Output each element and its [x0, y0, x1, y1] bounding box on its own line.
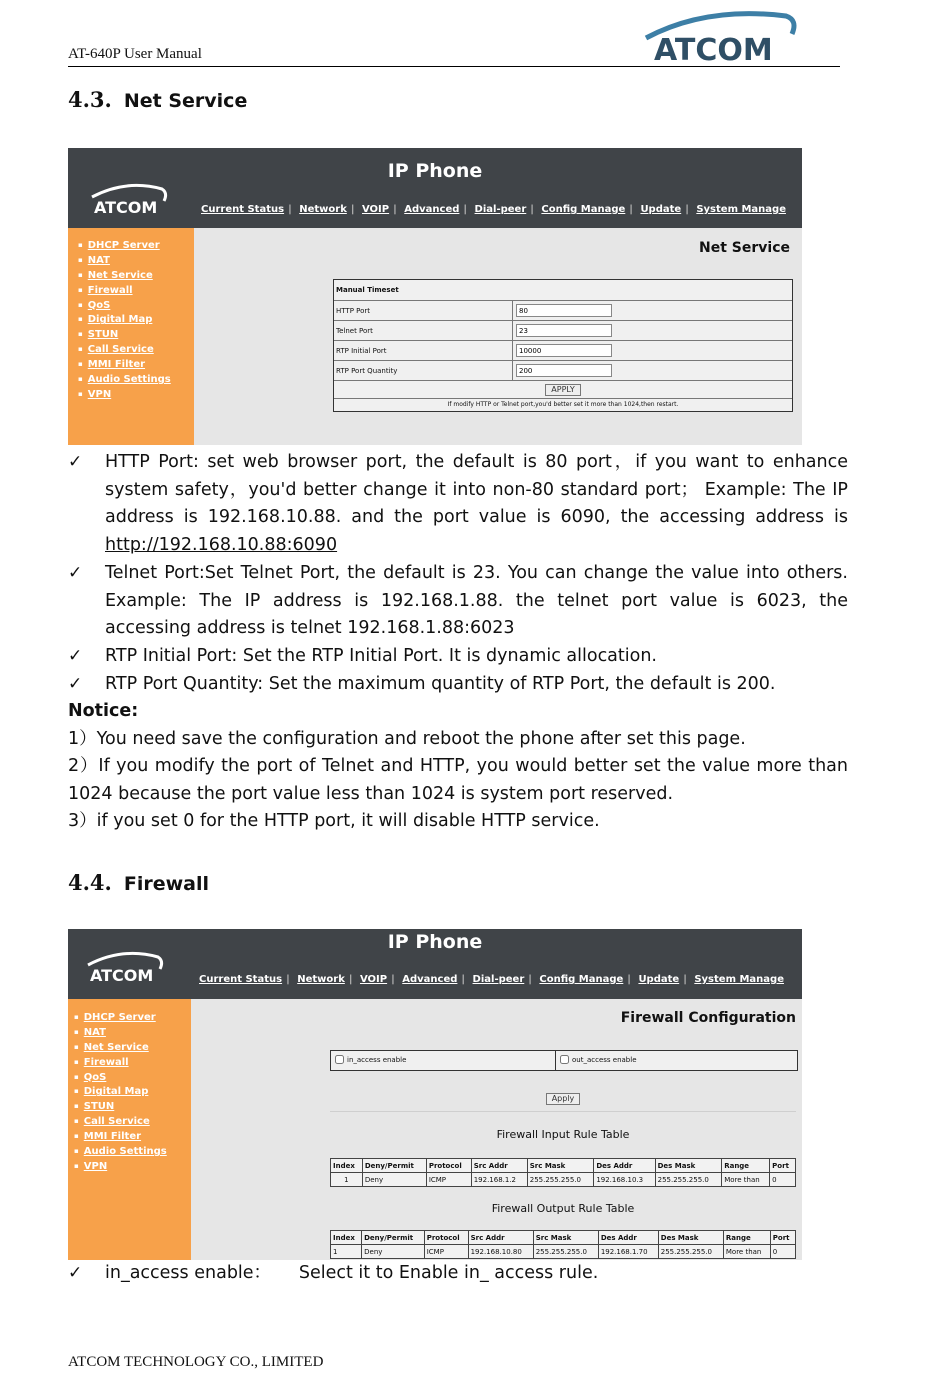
nav-update[interactable]: Update — [640, 204, 682, 215]
sidebar-item-call-service[interactable]: ▪ Call Service — [74, 1114, 191, 1129]
sidebar-item-mmi-filter[interactable]: ▪ MMI Filter — [74, 1129, 191, 1144]
sidebar-item-vpn[interactable]: ▪ VPN — [74, 1159, 191, 1174]
form-title: Manual Timeset — [334, 280, 792, 301]
sidebar-item-digital-map[interactable]: ▪ Digital Map — [74, 1084, 191, 1099]
nav-network[interactable]: Network — [299, 204, 347, 215]
apply-button[interactable]: Apply — [546, 1093, 581, 1105]
http-example-link[interactable]: http://192.168.10.88:6090 — [105, 534, 338, 555]
check-icon: ✓ — [68, 674, 83, 694]
telnet-port-input[interactable] — [516, 324, 612, 337]
access-enable-row — [330, 1050, 798, 1071]
nav-config-manage[interactable]: Config Manage — [541, 204, 626, 215]
apply-button[interactable]: APPLY — [545, 384, 580, 396]
cell-des-addr: 192.168.1.70 — [598, 1245, 658, 1259]
col-des-mask: Des Mask — [658, 1231, 723, 1245]
sidebar-item-firewall[interactable]: ▪ Firewall — [78, 283, 194, 298]
cell-protocol: ICMP — [424, 1245, 468, 1259]
notice-item-1: 1）You need save the configuration and reboot the phone after set this page. — [68, 729, 746, 749]
field-row-rtp-port-quantity — [334, 361, 792, 381]
cell-range: More than — [723, 1245, 770, 1259]
cell-protocol: ICMP — [426, 1173, 471, 1187]
col-index: Index — [331, 1231, 362, 1245]
cell-des-mask: 255.255.255.0 — [658, 1245, 723, 1259]
ui-page-title: Firewall Configuration — [620, 1010, 796, 1026]
notice-item-3: 3）if you set 0 for the HTTP port, it will disable HTTP service. — [68, 811, 600, 831]
ui-title: IP Phone — [387, 931, 483, 953]
check-icon: ✓ — [68, 646, 83, 666]
apply-container — [330, 1086, 796, 1105]
firewall-screenshot — [68, 929, 802, 1260]
output-rule-table-title: Firewall Output Rule Table — [491, 1202, 635, 1215]
section-title: Firewall — [123, 873, 210, 895]
cell-port: 0 — [770, 1173, 796, 1187]
rtp-initial-port-input[interactable] — [516, 344, 612, 357]
col-src-mask: Src Mask — [533, 1231, 598, 1245]
rtp-port-quantity-text: RTP Port Quantity: Set the maximum quantity of RTP Port, the default is 200. — [105, 674, 776, 694]
section-number: 4.4. — [68, 870, 112, 895]
sidebar-item-call-service[interactable]: ▪ Call Service — [78, 342, 194, 357]
check-icon: ✓ — [68, 1263, 83, 1283]
col-deny-permit: Deny/Permit — [362, 1231, 425, 1245]
nav-dial-peer[interactable]: Dial-peer — [474, 204, 527, 215]
http-port-text: HTTP Port: set web browser port, the default is 80 port，if you want to enhance system safety，you'd better change it into non-80 standard port； Example: The IP address is 192.168.10.88. and the port value is 6090, the accessing address is — [105, 452, 848, 528]
rtp-initial-port-label: RTP Initial Port — [336, 347, 387, 355]
page-footer: ATCOM TECHNOLOGY CO., LIMITED — [68, 1354, 324, 1370]
cell-src-addr: 192.168.1.2 — [471, 1173, 527, 1187]
nav-config-manage[interactable]: Config Manage — [539, 974, 624, 985]
table-header-row — [331, 1231, 796, 1245]
nav-system-manage[interactable]: System Manage — [696, 204, 786, 215]
col-src-addr: Src Addr — [471, 1159, 527, 1173]
out-access-label: out_access enable — [572, 1055, 637, 1064]
nav-network[interactable]: Network — [297, 974, 345, 985]
sidebar-item-nat[interactable]: ▪ NAT — [74, 1025, 191, 1040]
nav-voip[interactable]: VOIP — [359, 974, 388, 985]
col-port: Port — [770, 1231, 795, 1245]
table-header-row — [331, 1159, 796, 1173]
col-des-mask: Des Mask — [655, 1159, 722, 1173]
check-icon: ✓ — [68, 452, 83, 472]
ui-sidebar — [68, 999, 191, 1260]
sidebar-item-digital-map[interactable]: ▪ Digital Map — [78, 312, 194, 327]
ui-nav: Current Status | Network | VOIP | Advanced | Dial-peer | Config Manage | Update | System Manage — [201, 204, 786, 215]
col-range: Range — [722, 1159, 770, 1173]
field-row-telnet-port — [334, 321, 792, 341]
cell-port: 0 — [770, 1245, 795, 1259]
cell-des-mask: 255.255.255.0 — [655, 1173, 722, 1187]
cell-deny-permit: Deny — [362, 1245, 425, 1259]
telnet-port-label: Telnet Port — [336, 327, 373, 335]
ui-nav: Current Status | Network | VOIP | Advanced | Dial-peer | Config Manage | Update | System Manage — [199, 974, 784, 985]
input-rule-table-title: Firewall Input Rule Table — [496, 1128, 630, 1141]
ui-logo-text: ATCOM — [94, 198, 158, 217]
section-number: 4.3. — [68, 87, 112, 112]
sidebar-item-vpn[interactable]: ▪ VPN — [78, 387, 194, 402]
sidebar-item-firewall[interactable]: ▪ Firewall — [74, 1055, 191, 1070]
in-access-enable-text: in_access enable： Select it to Enable in_ access rule. — [105, 1263, 599, 1283]
ui-sidebar — [68, 228, 194, 445]
sidebar-item-dhcp-server[interactable]: ▪ DHCP Server — [74, 1010, 191, 1025]
bullet-http-port — [68, 449, 848, 559]
cell-index: 1 — [331, 1245, 362, 1259]
bullet-in-access-enable — [68, 1260, 848, 1288]
cell-src-addr: 192.168.10.80 — [468, 1245, 533, 1259]
col-src-addr: Src Addr — [468, 1231, 533, 1245]
manual-title: AT-640P User Manual — [68, 46, 202, 62]
out-access-cell — [556, 1051, 780, 1070]
notice-heading: Notice: — [68, 701, 139, 721]
cell-src-mask: 255.255.255.0 — [527, 1173, 594, 1187]
notice-item-2: 2）If you modify the port of Telnet and HTTP, you would better set the value more than 1024 because the port value less than 1024 is system port reserved. — [68, 756, 848, 804]
sidebar-item-net-service[interactable]: ▪ Net Service — [74, 1040, 191, 1055]
col-index: Index — [331, 1159, 363, 1173]
bullet-rtp-port-quantity — [68, 671, 848, 699]
field-row-http-port — [334, 301, 792, 321]
nav-current-status[interactable]: Current Status — [199, 974, 283, 985]
cell-deny-permit: Deny — [362, 1173, 426, 1187]
rtp-initial-port-text: RTP Initial Port: Set the RTP Initial Port. It is dynamic allocation. — [105, 646, 657, 666]
nav-advanced[interactable]: Advanced — [402, 974, 458, 985]
sidebar-item-audio-settings[interactable]: ▪ Audio Settings — [74, 1144, 191, 1159]
out-access-checkbox[interactable] — [560, 1055, 569, 1064]
sidebar-item-stun[interactable]: ▪ STUN — [74, 1099, 191, 1114]
atcom-logo — [636, 8, 806, 66]
col-range: Range — [723, 1231, 770, 1245]
in-access-label: in_access enable — [347, 1055, 407, 1064]
sidebar-item-dhcp-server[interactable]: ▪ DHCP Server — [78, 238, 194, 253]
sidebar-item-qos[interactable]: ▪ QoS — [78, 298, 194, 313]
col-src-mask: Src Mask — [527, 1159, 594, 1173]
bullet-telnet-port — [68, 560, 848, 643]
col-protocol: Protocol — [424, 1231, 468, 1245]
bullet-rtp-initial-port — [68, 643, 848, 671]
sidebar-item-net-service[interactable]: ▪ Net Service — [78, 268, 194, 283]
output-rule-table — [330, 1230, 796, 1259]
nav-system-manage[interactable]: System Manage — [694, 974, 784, 985]
restart-note: If modify HTTP or Telnet port,you'd better set it more than 1024,then restart. — [447, 401, 679, 408]
table-row[interactable] — [331, 1173, 796, 1187]
atcom-logo-text: ATCOM — [654, 33, 773, 66]
cell-des-addr: 192.168.10.3 — [594, 1173, 655, 1187]
in-access-cell — [331, 1051, 556, 1070]
sidebar-item-mmi-filter[interactable]: ▪ MMI Filter — [78, 357, 194, 372]
col-des-addr: Des Addr — [594, 1159, 655, 1173]
col-deny-permit: Deny/Permit — [362, 1159, 426, 1173]
rtp-port-quantity-input[interactable] — [516, 364, 612, 377]
check-icon: ✓ — [68, 563, 83, 583]
input-rule-table — [330, 1158, 796, 1187]
sidebar-item-audio-settings[interactable]: ▪ Audio Settings — [78, 372, 194, 387]
ui-page-title: Net Service — [699, 240, 790, 256]
nav-voip[interactable]: VOIP — [361, 204, 390, 215]
cell-index: 1 — [331, 1173, 363, 1187]
ui-logo — [82, 949, 166, 989]
rtp-port-quantity-label: RTP Port Quantity — [336, 367, 398, 375]
divider — [330, 1111, 796, 1112]
apply-row — [334, 381, 792, 399]
col-protocol: Protocol — [426, 1159, 471, 1173]
nav-advanced[interactable]: Advanced — [404, 204, 460, 215]
ui-logo — [86, 181, 170, 221]
cell-src-mask: 255.255.255.0 — [533, 1245, 598, 1259]
nav-update[interactable]: Update — [638, 974, 680, 985]
header-rule — [68, 66, 840, 67]
nav-current-status[interactable]: Current Status — [201, 204, 285, 215]
ui-logo-text: ATCOM — [90, 966, 154, 985]
section-heading-net-service — [68, 87, 247, 112]
net-service-screenshot — [68, 148, 802, 445]
field-row-rtp-initial-port — [334, 341, 792, 361]
sidebar-item-stun[interactable]: ▪ STUN — [78, 327, 194, 342]
cell-range: More than — [722, 1173, 770, 1187]
sidebar-item-nat[interactable]: ▪ NAT — [78, 253, 194, 268]
http-port-input[interactable] — [516, 304, 612, 317]
telnet-port-text: Telnet Port:Set Telnet Port, the default is 23. You can change the value into others. Example: The IP address is 192.168.1.88. the telnet port value is 6023, the accessing address is telnet 192.168.1.88:6023 — [105, 563, 848, 639]
ui-title: IP Phone — [387, 160, 483, 182]
col-des-addr: Des Addr — [598, 1231, 658, 1245]
table-row[interactable] — [331, 1245, 796, 1259]
manual-timeset-form — [333, 279, 793, 412]
col-port: Port — [770, 1159, 796, 1173]
section-heading-firewall — [68, 870, 209, 895]
sidebar-item-qos[interactable]: ▪ QoS — [74, 1070, 191, 1085]
http-port-label: HTTP Port — [336, 307, 371, 315]
section-title: Net Service — [123, 90, 248, 112]
nav-dial-peer[interactable]: Dial-peer — [472, 974, 525, 985]
in-access-checkbox[interactable] — [335, 1055, 344, 1064]
